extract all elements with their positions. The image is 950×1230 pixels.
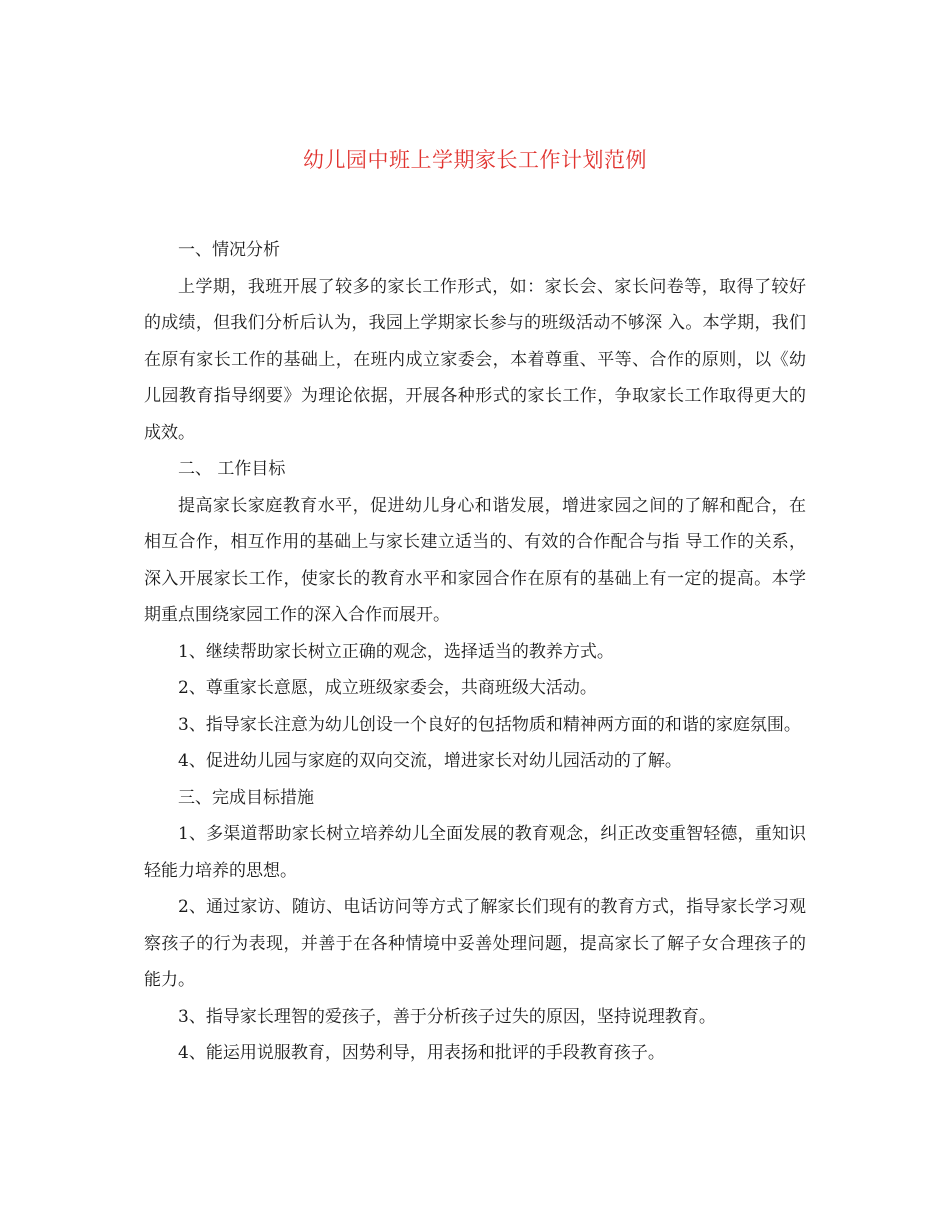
- paragraph-analysis: 上学期，我班开展了较多的家长工作形式，如：家长会、家长问卷等，取得了较好的成绩，但我们分析后认为，我园上学期家长参与的班级活动不够深 入。本学期，我们在原有家长工作的基础上，在班内成立家委会，本着尊重、平等、合作的原则，以《幼儿园教育指导纲要》为理论依据，开展各种形式的家长工作，争取家长工作取得更大的成效。: [144, 276, 806, 443]
- section-heading-analysis: 一、情况分析: [178, 240, 280, 260]
- goal-item-1: 1、继续帮助家长树立正确的观念，选择适当的教养方式。: [178, 641, 614, 662]
- document-body: [144, 232, 806, 1072]
- measure-item-3: 3、指导家长理智的爱孩子，善于分析孩子过失的原因，坚持说理教育。: [178, 1006, 716, 1027]
- measure-item-1: 1、多渠道帮助家长树立培养幼儿全面发展的教育观念，纠正改变重智轻德，重知识轻能力培养的思想。: [144, 824, 806, 881]
- goal-item-2: 2、尊重家长意愿，成立班级家委会，共商班级大活动。: [178, 678, 597, 698]
- document-title: 幼儿园中班上学期家长工作计划范例: [303, 148, 647, 172]
- goal-item-3: 3、指导家长注意为幼儿创设一个良好的包括物质和精神两方面的和谐的家庭氛围。: [178, 714, 801, 735]
- goal-item-4: 4、促进幼儿园与家庭的双向交流，增进家长对幼儿园活动的了解。: [178, 751, 682, 771]
- paragraph-goals: 提高家长家庭教育水平，促进幼儿身心和谐发展，增进家园之间的了解和配合，在相互合作，相互作用的基础上与家长建立适当的、有效的合作配合与指 导工作的关系，深入开展家长工作，使家长的教育水平和家园合作在原有的基础上有一定的提高。本学期重点围绕家园工作的深入合作而展开。: [144, 495, 806, 625]
- measure-item-2: 2、通过家访、随访、电话访问等方式了解家长们现有的教育方式，指导家长学习观察孩子的行为表现，并善于在各种情境中妥善处理问题，提高家长了解子女合理孩子的能力。: [144, 897, 806, 990]
- section-heading-measures: 三、完成目标措施: [178, 787, 314, 808]
- section-heading-goals: 二、 工作目标: [178, 459, 286, 479]
- measure-item-4: 4、能运用说服教育，因势利导，用表扬和批评的手段教育孩子。: [178, 1043, 665, 1063]
